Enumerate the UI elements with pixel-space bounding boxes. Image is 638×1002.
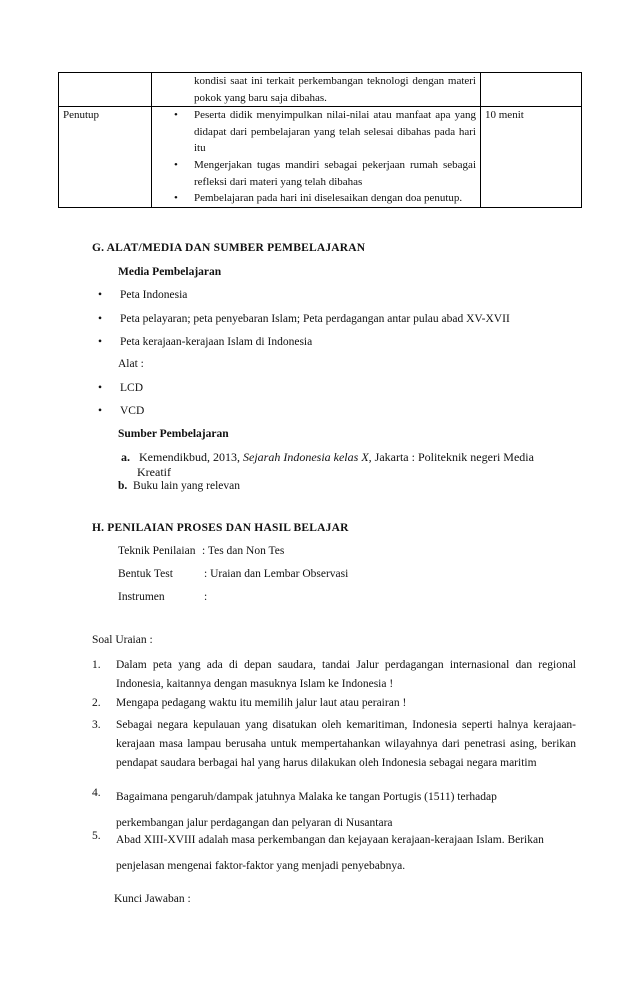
teknik-value: : Tes dan Non Tes bbox=[202, 545, 285, 557]
bentuk-label: Bentuk Test bbox=[118, 568, 173, 580]
instrumen-value: : bbox=[204, 591, 208, 603]
list-item: • Mengerjakan tugas mandiri sebagai pekerjaan rumah sebagai refleksi dari materi yang telah dibahas bbox=[174, 158, 476, 188]
bullet-icon: • bbox=[98, 382, 103, 394]
list-item: • VCD bbox=[98, 405, 145, 417]
bullet-icon: • bbox=[98, 313, 103, 325]
teknik-label: Teknik Penilaian bbox=[118, 545, 196, 557]
alat-title: Alat : bbox=[118, 358, 144, 370]
media-title: Media Pembelajaran bbox=[118, 266, 222, 278]
penutup-activity-list bbox=[156, 107, 476, 207]
table-row bbox=[59, 73, 582, 107]
soal-title: Soal Uraian : bbox=[92, 634, 153, 646]
list-marker: a. bbox=[121, 450, 130, 464]
sumber-item-a-continued: Kreatif bbox=[137, 465, 171, 479]
list-item: 3. Sebagai negara kepulauan yang disatukan oleh kemaritiman, Indonesia seperti halnya kerajaan-kerajaan masa lampau berusaha untuk mempertahankan wilayahnya dari penetrasi asing, berikan pendapat saudara berbagai hal yang harus dilakukan oleh Indonesia sebagai negara maritim bbox=[92, 719, 576, 769]
list-item: 4. Bagaimana pengaruh/dampak jatuhnya Malaka ke tangan Portugis (1511) terhadap perkembangan jalur perdagangan dan pelyaran di Nusantara bbox=[92, 787, 497, 829]
sumber-item-a: a. Kemendikbud, 2013, Sejarah Indonesia kelas X, Jakarta : Politeknik negeri Media bbox=[121, 450, 534, 464]
sumber-title: Sumber Pembelajaran bbox=[118, 428, 229, 440]
list-item: 2. Mengapa pedagang waktu itu memilih jalur laut atau perairan ! bbox=[92, 697, 407, 709]
penutup-label: Penutup bbox=[59, 107, 152, 208]
lesson-activity-table bbox=[58, 72, 582, 208]
list-item: • Peta Indonesia bbox=[98, 289, 188, 301]
section-g-heading: G. ALAT/MEDIA DAN SUMBER PEMBELAJARAN bbox=[92, 242, 366, 254]
bullet-icon: • bbox=[98, 336, 103, 348]
penutup-time: 10 menit bbox=[481, 107, 582, 208]
sumber-item-b: b. Buku lain yang relevan bbox=[118, 480, 241, 492]
bullet-icon: • bbox=[98, 289, 103, 301]
list-item: • Peta pelayaran; peta penyebaran Islam; Peta perdagangan antar pulau abad XV-XVII bbox=[98, 313, 510, 325]
section-h-heading: H. PENILAIAN PROSES DAN HASIL BELAJAR bbox=[92, 522, 349, 534]
list-item: 5. Abad XIII-XVIII adalah masa perkembangan dan kejayaan kerajaan-kerajaan Islam. Berikan penjelasan mengenai faktor-faktor yang menjadi penyebabnya. bbox=[92, 830, 544, 872]
bullet-icon: • bbox=[174, 109, 178, 122]
bullet-icon: • bbox=[174, 158, 178, 171]
bullet-icon: • bbox=[98, 405, 103, 417]
list-item: 1. Dalam peta yang ada di depan saudara, tandai Jalur perdagangan internasional dan regional Indonesia, kaitannya dengan masuknya Islam ke Indonesia ! bbox=[92, 659, 576, 690]
list-marker: b. bbox=[118, 480, 128, 492]
list-item: • Peta kerajaan-kerajaan Islam di Indonesia bbox=[98, 336, 313, 348]
list-item: • Peserta didik menyimpulkan nilai-nilai atau manfaat apa yang didapat dari pembelajaran yang telah selesai dibahas pada hari itu bbox=[174, 109, 476, 155]
table-continued-text: kondisi saat ini terkait perkembangan teknologi dengan materi pokok yang baru saja dibahas. bbox=[194, 75, 476, 104]
instrumen-label: Instrumen bbox=[118, 591, 165, 603]
list-item: • LCD bbox=[98, 382, 143, 394]
kunci-jawaban-title: Kunci Jawaban : bbox=[114, 893, 191, 905]
table-row-penutup bbox=[59, 107, 582, 208]
bentuk-value: : Uraian dan Lembar Observasi bbox=[204, 568, 349, 580]
book-title: Sejarah Indonesia kelas X, bbox=[243, 450, 372, 464]
bullet-icon: • bbox=[174, 192, 178, 205]
list-item: • Pembelajaran pada hari ini diselesaikan dengan doa penutup. bbox=[156, 190, 476, 207]
